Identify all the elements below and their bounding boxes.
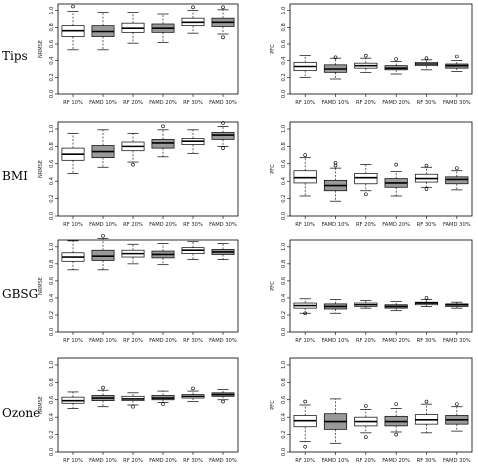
box-iqr [294,171,316,183]
box-famd-10 [92,386,114,407]
panel-ozone-pfc [270,358,472,464]
box-rf-20 [355,404,377,438]
x-tick-label: RF 20% [123,222,143,228]
y-tick-label: 0.2 [49,73,55,82]
box-famd-20 [385,163,407,196]
x-tick-label: RF 30% [416,100,437,106]
outlier-point [455,167,458,170]
x-tick-label: FAMD 30% [209,458,237,464]
plot-frame [290,4,472,94]
plot-frame [58,122,238,216]
x-tick-label: FAMD 30% [209,222,237,228]
box-famd-20 [152,14,174,42]
outlier-point [364,436,367,439]
x-tick-label: FAMD 10% [89,338,117,344]
y-tick-label: 0.6 [49,395,55,404]
y-tick-label: 1.0 [281,360,287,370]
outlier-point [192,6,195,9]
box-rf-20 [122,244,144,264]
y-tick-label: 0.6 [49,39,55,49]
y-tick-label: 0.8 [281,23,287,32]
outlier-point [222,36,225,39]
outlier-point [455,403,458,406]
outlier-point [425,296,428,299]
y-tick-label: 0.8 [281,378,287,387]
x-tick-label: FAMD 20% [149,100,177,106]
box-famd-10 [324,300,346,314]
plot-frame [290,358,472,452]
panels [38,4,472,464]
outlier-point [222,147,225,150]
box-rf-10 [294,56,316,78]
box-iqr [446,177,468,184]
outlier-point [425,188,428,191]
x-tick-label: FAMD 10% [321,458,350,464]
y-tick-label: 0.2 [281,310,287,320]
panel-tips-nrmse [38,4,238,106]
y-tick-label: 0.6 [281,159,287,168]
outlier-point [304,154,307,157]
box-rf-10 [62,5,84,50]
box-famd-30 [212,121,234,149]
outlier-point [222,6,225,9]
x-tick-label: RF 10% [63,222,83,228]
y-tick-label: 0.4 [281,293,287,303]
x-tick-label: FAMD 10% [321,222,350,228]
box-iqr [92,250,114,260]
x-tick-label: RF 30% [183,100,203,106]
outlier-point [102,386,105,389]
x-tick-label: RF 10% [295,100,316,106]
outlier-point [364,404,367,407]
box-famd-20 [385,58,407,75]
outlier-point [304,445,307,448]
box-rf-10 [62,241,84,270]
y-tick-label: 0.8 [49,142,55,151]
y-tick-label: 0.4 [49,293,55,303]
box-iqr [152,139,174,148]
y-tick-label: 0.6 [281,39,287,49]
x-tick-label: RF 10% [295,458,316,464]
x-tick-label: FAMD 30% [209,100,237,106]
outlier-point [364,193,367,196]
y-tick-label: 0.2 [281,73,287,82]
box-iqr [212,132,234,139]
x-tick-label: RF 10% [63,338,83,344]
row-label-ozone: Ozone [2,406,41,420]
box-iqr [355,173,377,183]
box-famd-10 [324,399,346,443]
box-famd-10 [92,130,114,167]
box-famd-10 [92,234,114,270]
outlier-point [455,55,458,58]
y-tick-label: 0.8 [281,142,287,151]
x-tick-label: RF 30% [183,458,203,464]
y-tick-label: 0.4 [49,56,55,65]
panel-gbsg-pfc [270,240,472,344]
box-rf-10 [62,133,84,173]
x-tick-label: RF 20% [355,222,376,228]
x-tick-label: FAMD 10% [321,338,350,344]
outlier-point [102,234,105,237]
y-tick-label: 0.2 [49,310,55,320]
x-tick-label: FAMD 20% [149,222,177,228]
y-tick-label: 0.0 [49,327,55,337]
outlier-point [162,403,165,406]
box-rf-10 [294,400,316,448]
y-tick-label: 1.0 [49,6,55,15]
box-rf-20 [122,133,144,166]
x-tick-label: RF 30% [183,338,203,344]
box-famd-10 [324,56,346,79]
y-tick-label: 1.0 [281,6,287,15]
y-axis-label: NRMSE [38,40,44,58]
box-rf-30 [415,400,437,433]
box-rf-20 [122,12,144,43]
y-tick-label: 0.2 [49,430,55,439]
panel-tips-pfc [270,4,472,106]
outlier-point [304,400,307,403]
box-famd-30 [446,403,468,431]
y-tick-label: 1.0 [281,242,287,251]
box-rf-20 [122,393,144,408]
row-label-bmi: BMI [2,169,28,183]
x-tick-label: FAMD 30% [442,222,471,228]
x-tick-label: FAMD 10% [89,100,117,106]
x-tick-label: RF 10% [295,222,316,228]
x-tick-label: FAMD 30% [209,338,237,344]
outlier-point [72,5,75,8]
x-tick-label: FAMD 20% [382,458,411,464]
x-tick-label: FAMD 20% [382,222,411,228]
outlier-point [395,58,398,61]
y-tick-label: 1.0 [281,124,287,134]
x-tick-label: RF 20% [355,338,376,344]
box-famd-20 [152,391,174,406]
y-tick-label: 1.0 [49,124,55,134]
outlier-point [162,125,165,128]
x-tick-label: RF 30% [183,222,203,228]
y-tick-label: 0.2 [281,194,287,203]
y-tick-label: 0.6 [281,276,287,286]
box-rf-30 [182,6,204,33]
x-tick-label: FAMD 30% [442,458,471,464]
y-tick-label: 0.0 [281,211,287,221]
y-tick-label: 0.0 [281,89,287,99]
outlier-point [192,387,195,390]
x-tick-label: RF 30% [416,458,437,464]
x-tick-label: FAMD 20% [149,338,177,344]
x-tick-label: RF 10% [295,338,316,344]
outlier-point [132,405,135,408]
y-tick-label: 1.0 [49,360,55,370]
box-famd-30 [446,55,468,72]
y-axis-label: PFC [270,44,276,54]
y-tick-label: 0.0 [281,447,287,457]
box-rf-10 [62,392,84,409]
y-tick-label: 0.0 [49,211,55,221]
plot-frame [290,122,472,216]
y-tick-label: 0.0 [281,327,287,337]
y-tick-label: 0.8 [49,259,55,268]
y-tick-label: 0.0 [49,89,55,99]
y-axis-label: PFC [270,281,276,291]
x-tick-label: RF 20% [123,458,143,464]
x-tick-label: FAMD 20% [149,458,177,464]
plot-frame [58,240,238,332]
outlier-point [222,400,225,403]
y-tick-label: 1.0 [49,242,55,251]
x-tick-label: FAMD 10% [89,458,117,464]
outlier-point [364,54,367,57]
y-tick-label: 0.6 [49,159,55,168]
x-tick-label: RF 20% [355,458,376,464]
y-tick-label: 0.8 [49,23,55,32]
outlier-point [425,57,428,60]
box-famd-30 [446,302,468,308]
y-axis-label: PFC [270,400,276,410]
y-tick-label: 0.8 [49,378,55,387]
outlier-point [395,403,398,406]
box-rf-20 [355,300,377,308]
outlier-point [425,164,428,167]
y-tick-label: 0.2 [49,194,55,203]
box-famd-10 [324,161,346,201]
box-rf-30 [415,57,437,70]
x-tick-label: RF 30% [416,222,437,228]
plot-frame [290,240,472,332]
box-rf-20 [355,165,377,196]
x-tick-label: FAMD 20% [382,100,411,106]
y-tick-label: 0.4 [49,413,55,422]
row-label-gbsg: GBSG [2,287,39,301]
y-tick-label: 0.6 [49,276,55,286]
y-tick-label: 0.4 [281,177,287,186]
panel-bmi-pfc [270,122,472,228]
x-tick-label: FAMD 10% [321,100,350,106]
x-tick-label: FAMD 20% [382,338,411,344]
box-rf-10 [294,154,316,196]
row-label-tips: Tips [2,49,28,63]
box-famd-20 [152,243,174,264]
box-rf-30 [182,387,204,402]
box-rf-20 [355,54,377,72]
y-tick-label: 0.8 [281,259,287,268]
y-tick-label: 0.4 [281,413,287,422]
box-rf-30 [415,164,437,191]
outlier-point [425,400,428,403]
box-famd-20 [385,301,407,310]
x-tick-label: RF 10% [63,458,83,464]
box-rf-30 [182,130,204,154]
box-famd-20 [385,403,407,436]
box-famd-30 [212,389,234,403]
y-axis-label: NRMSE [38,396,44,414]
box-rf-30 [182,242,204,260]
y-tick-label: 0.2 [281,430,287,439]
box-famd-30 [212,6,234,39]
x-tick-label: RF 20% [123,338,143,344]
box-famd-20 [152,125,174,157]
y-tick-label: 0.0 [49,447,55,457]
plot-frame [58,4,238,94]
box-famd-10 [92,12,114,50]
y-axis-label: NRMSE [38,160,44,178]
y-tick-label: 0.6 [281,395,287,404]
x-tick-label: RF 30% [416,338,437,344]
y-tick-label: 0.4 [281,56,287,65]
x-tick-label: FAMD 30% [442,338,471,344]
x-tick-label: RF 20% [123,100,143,106]
box-famd-30 [212,243,234,259]
y-tick-label: 0.4 [49,177,55,186]
y-axis-label: NRMSE [38,277,44,295]
x-tick-label: FAMD 30% [442,100,471,106]
outlier-point [395,433,398,436]
plot-frame [58,358,238,452]
panel-bmi-nrmse [38,121,238,228]
outlier-point [132,163,135,166]
panel-ozone-nrmse [38,358,238,464]
box-rf-30 [415,296,437,306]
x-tick-label: RF 20% [355,100,376,106]
x-tick-label: FAMD 10% [89,222,117,228]
outlier-point [395,163,398,166]
y-axis-label: PFC [270,164,276,174]
panel-gbsg-nrmse [38,234,238,344]
x-tick-label: RF 10% [63,100,83,106]
box-rf-10 [294,299,316,315]
box-famd-30 [446,167,468,190]
